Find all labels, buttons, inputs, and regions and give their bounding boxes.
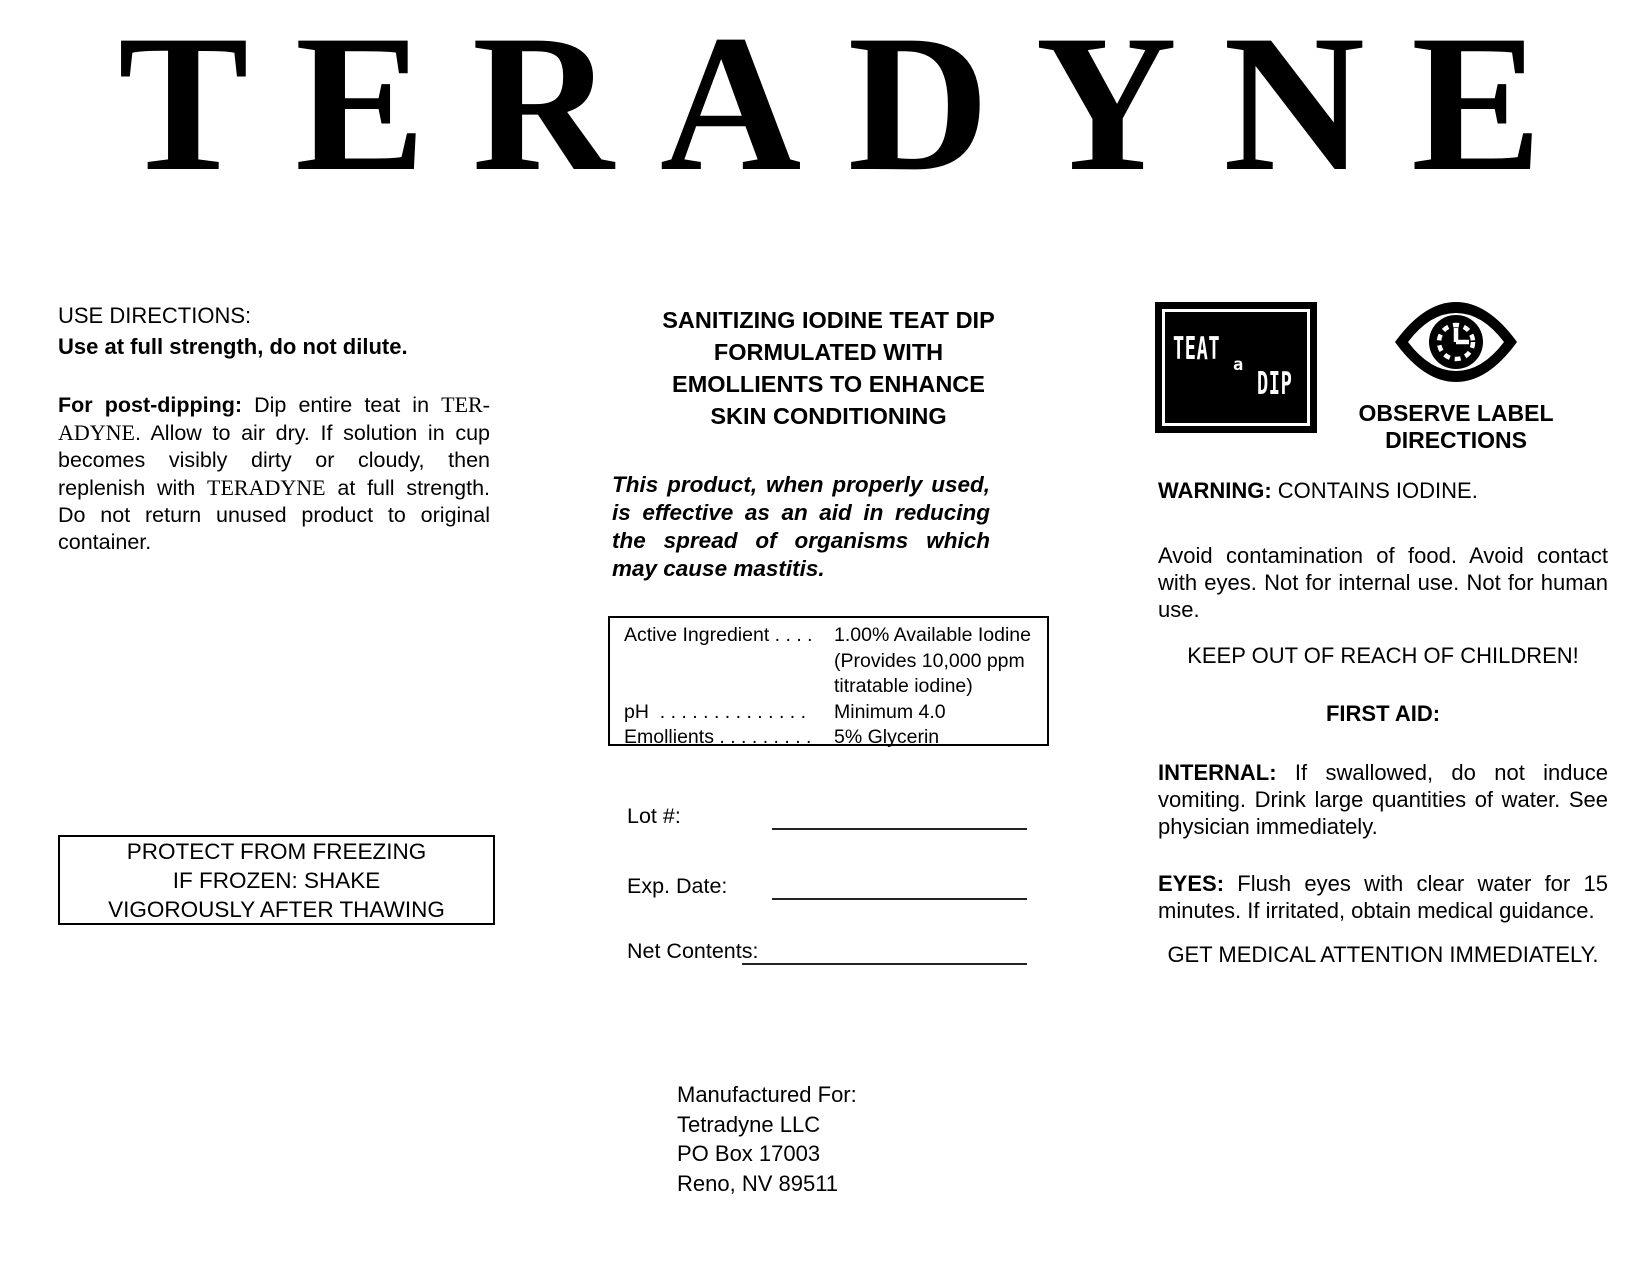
internal-text: If swallowed, do not induce vomiting. Drink large quantities of water. See physician immediately. xyxy=(1158,760,1608,839)
brand-mention-1: TER-ADYNE xyxy=(58,392,491,445)
ingredient-row xyxy=(624,674,1047,700)
exp-date-label: Exp. Date: xyxy=(627,874,728,898)
logo-word-a: a xyxy=(1233,355,1244,375)
eyes-label: EYES: xyxy=(1158,871,1225,896)
ingredient-label xyxy=(624,674,834,700)
product-heading-line-1: SANITIZING IODINE TEAT DIP xyxy=(662,307,995,333)
product-heading xyxy=(608,304,1049,432)
observe-line-2: DIRECTIONS xyxy=(1385,427,1527,453)
ingredient-label: Active Ingredient . . . . xyxy=(624,624,813,646)
warning-label: WARNING: xyxy=(1158,478,1272,503)
ingredient-label: Emollients . . . . . . . . . xyxy=(624,726,812,748)
observe-line-1: OBSERVE LABEL xyxy=(1358,400,1554,426)
ingredient-label: pH . . . . . . . . . . . . . . xyxy=(624,700,807,723)
product-heading-line-4: SKIN CONDITIONING xyxy=(710,403,947,429)
freezing-line-3: VIGOROUSLY AFTER THAWING xyxy=(108,896,445,922)
ingredient-row xyxy=(624,649,1047,675)
ingredient-value: Minimum 4.0 xyxy=(834,700,946,723)
active-ingredients-box xyxy=(608,616,1049,746)
teat-a-dip-logo xyxy=(1155,302,1317,433)
ingredient-value: (Provides 10,000 ppm xyxy=(834,649,1025,672)
warning-line xyxy=(1158,477,1608,504)
keep-out-of-reach-line: KEEP OUT OF REACH OF CHILDREN! xyxy=(1187,643,1579,668)
manufacturer-block xyxy=(677,1080,857,1198)
first-aid-internal-paragraph xyxy=(1158,759,1608,840)
avoid-contamination-paragraph: Avoid contamination of food. Avoid contact with eyes. Not for internal use. Not for human use. xyxy=(1158,543,1608,622)
eye-icon xyxy=(1393,295,1519,389)
post-dipping-text-1: Dip entire teat in xyxy=(242,393,442,417)
observe-label-directions xyxy=(1356,400,1556,454)
first-aid-eyes-paragraph xyxy=(1158,870,1608,924)
protect-from-freezing-box xyxy=(58,835,495,925)
warning-text: CONTAINS IODINE. xyxy=(1271,478,1478,503)
logo-word-dip: DIP xyxy=(1257,366,1293,402)
manufacturer-po-box: PO Box 17003 xyxy=(677,1141,821,1166)
internal-label: INTERNAL: xyxy=(1158,760,1277,785)
net-contents-label: Net Contents: xyxy=(627,939,759,963)
full-strength-line: Use at full strength, do not dilute. xyxy=(58,334,408,359)
ingredient-value: 1.00% Available Iodine xyxy=(834,624,1031,646)
ingredient-row xyxy=(624,623,1047,649)
brand-title: T E R A D Y N E xyxy=(118,0,1542,212)
post-dipping-text-3: at full strength. Do not return unused product to original container. xyxy=(58,476,490,554)
exp-date-blank xyxy=(772,898,1027,900)
eyes-text: Flush eyes with clear water for 15 minutes. If irritated, obtain medical guidance. xyxy=(1158,871,1608,923)
ingredient-value: 5% Glycerin xyxy=(834,726,940,748)
ingredient-row xyxy=(624,700,1047,726)
freezing-line-2: IF FROZEN: SHAKE xyxy=(172,867,381,893)
first-aid-heading: FIRST AID: xyxy=(1325,701,1441,726)
manufacturer-name: Tetradyne LLC xyxy=(677,1111,821,1137)
lot-number-blank xyxy=(772,828,1027,830)
logo-word-teat: TEAT xyxy=(1173,331,1221,367)
post-dipping-text-2: . Allow to air dry. If solution in cup becomes visibly dirty or cloudy, then replenish with xyxy=(58,421,490,500)
ingredient-value: titratable iodine) xyxy=(834,675,973,697)
lot-number-label: Lot #: xyxy=(627,804,681,828)
post-dipping-label: For post-dipping: xyxy=(58,393,243,417)
ingredient-row xyxy=(624,725,1047,751)
product-heading-line-2: FORMULATED WITH xyxy=(713,339,944,365)
manufactured-for-line: Manufactured For: xyxy=(677,1082,857,1107)
manufacturer-city: Reno, NV 89511 xyxy=(677,1170,839,1196)
use-directions-heading: USE DIRECTIONS: xyxy=(58,303,252,328)
get-medical-attention-line: GET MEDICAL ATTENTION IMMEDIATELY. xyxy=(1167,942,1599,967)
freezing-line-1: PROTECT FROM FREEZING xyxy=(126,838,427,864)
brand-mention-2: TERADYNE xyxy=(207,475,326,500)
use-directions-section xyxy=(58,300,408,362)
efficacy-claim: This product, when properly used, is effective as an aid in reducing the spread of organisms which may cause mastitis. xyxy=(612,472,990,581)
post-dipping-paragraph xyxy=(58,391,490,556)
product-heading-line-3: EMOLLIENTS TO ENHANCE xyxy=(672,371,985,397)
net-contents-blank xyxy=(742,963,1027,965)
ingredient-label xyxy=(624,649,834,675)
